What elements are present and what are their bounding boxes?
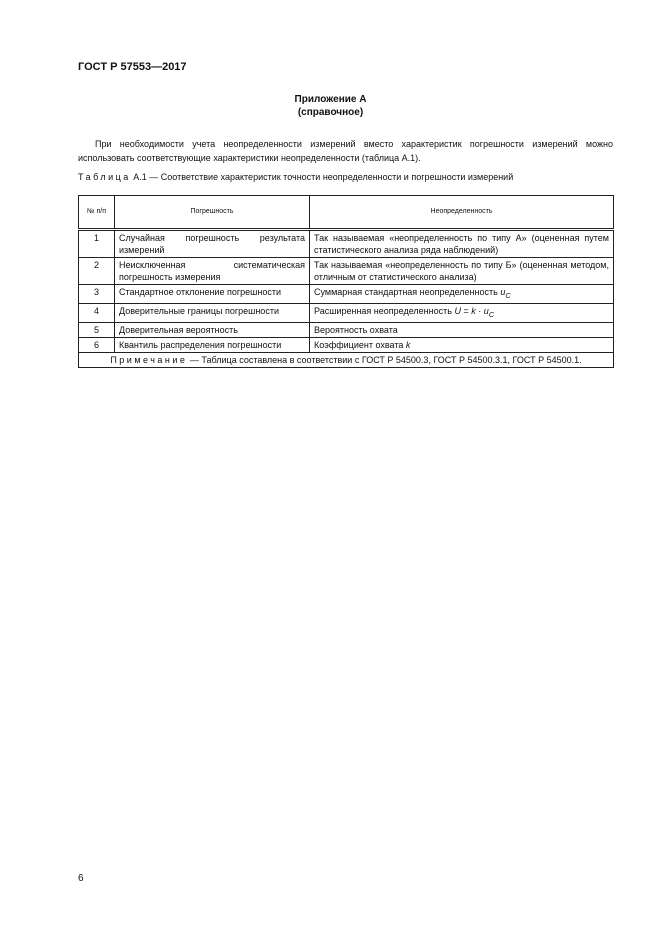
table-caption	[78, 172, 513, 182]
col-header-uncertainty: Неопределенность	[310, 196, 614, 230]
caption-text: А.1 — Соответствие характеристик точности неопределенности и погрешности измерений	[130, 172, 514, 182]
error-cell: Доверительные границы погрешности	[115, 303, 310, 322]
row-number: 1	[79, 230, 115, 258]
appendix-heading	[0, 93, 661, 119]
table-row	[79, 322, 614, 337]
row-number: 6	[79, 337, 115, 352]
appendix-subtitle: (справочное)	[297, 107, 364, 118]
table-note	[79, 352, 614, 367]
col-header-number: № п/п	[79, 196, 115, 230]
error-cell: Стандартное отклонение погрешности	[115, 285, 310, 304]
uncertainty-cell: Так называемая «неопределенность по типу Б» (оцененная методом, отличным от статистического анализа)	[310, 258, 614, 285]
error-cell: Неисключенная систематическая погрешность измерения	[115, 258, 310, 285]
note-text: — Таблица составлена в соответствии с ГОСТ Р 54500.3, ГОСТ Р 54500.3.1, ГОСТ Р 54500.1.	[187, 354, 582, 365]
document-header: ГОСТ Р 57553—2017	[78, 61, 187, 73]
uncertainty-cell: Коэффициент охвата k	[310, 337, 614, 352]
col-header-error: Погрешность	[115, 196, 310, 230]
error-cell: Случайная погрешность результата измерений	[115, 230, 310, 258]
row-number: 2	[79, 258, 115, 285]
row-number: 4	[79, 303, 115, 322]
page-number: 6	[78, 873, 84, 884]
note-label: Примечание	[110, 354, 188, 365]
table-row	[79, 337, 614, 352]
table-row	[79, 258, 614, 285]
error-cell: Доверительная вероятность	[115, 322, 310, 337]
correspondence-table	[78, 195, 614, 368]
table-row	[79, 285, 614, 304]
uncertainty-cell: Так называемая «неопределенность по типу А» (оцененная путем статистического анализа ряда наблюдений)	[310, 230, 614, 258]
uncertainty-cell: Вероятность охвата	[310, 322, 614, 337]
row-number: 3	[79, 285, 115, 304]
error-cell: Квантиль распределения погрешности	[115, 337, 310, 352]
uncertainty-cell: Суммарная стандартная неопределенность $u_C$	[310, 285, 614, 304]
row-number: 5	[79, 322, 115, 337]
body-paragraph: При необходимости учета неопределенности измерений вместо характеристик погрешности измерений можно использовать соответствующие характеристики неопределенности (таблица А.1).	[78, 139, 613, 163]
appendix-title: Приложение А	[294, 94, 367, 105]
caption-label: Таблица	[78, 172, 131, 182]
uncertainty-cell: Расширенная неопределенность $U = k \cdot u_C$	[310, 303, 614, 322]
table-row	[79, 303, 614, 322]
table-row	[79, 230, 614, 258]
